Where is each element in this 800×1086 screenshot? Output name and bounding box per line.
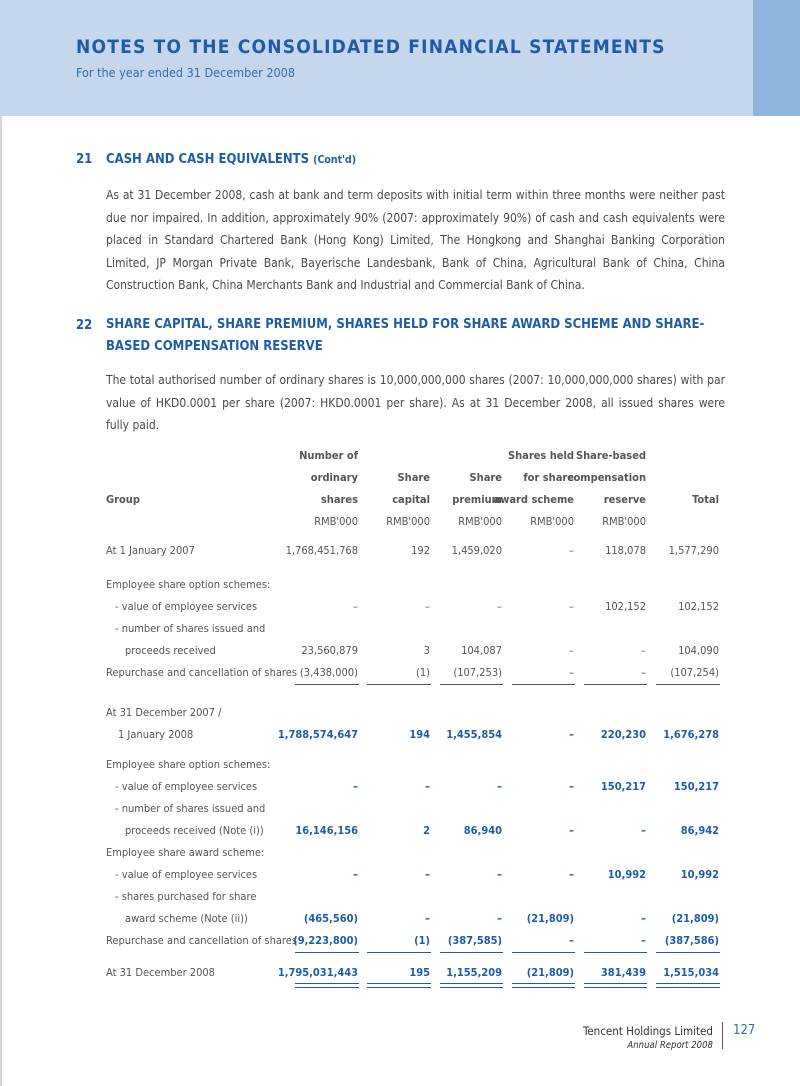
table-cell: –: [641, 912, 646, 925]
row-label: - number of shares issued and: [115, 802, 266, 815]
page-title: NOTES TO THE CONSOLIDATED FINANCIAL STATEMENTS: [76, 36, 666, 58]
rule-line: [367, 983, 431, 984]
table-cell: 10,992: [680, 868, 719, 881]
table-cell: 104,087: [461, 644, 502, 657]
unit-label: RMB'000: [530, 515, 574, 528]
column-header: capital: [392, 493, 430, 506]
table-cell: –: [497, 912, 502, 925]
table-cell: 86,942: [680, 824, 719, 837]
table-cell: (465,560): [303, 912, 358, 925]
table-cell: 10,992: [607, 868, 646, 881]
section-22-title: SHARE CAPITAL, SHARE PREMIUM, SHARES HELD FOR SHARE AWARD SCHEME AND SHARE-BASED COMPENSATION RESERVE: [106, 317, 705, 354]
column-header: Number of: [299, 449, 358, 462]
header-tab: [753, 0, 800, 116]
table-cell: 118,078: [605, 544, 646, 557]
table-cell: –: [569, 644, 574, 657]
row-label: - value of employee services: [115, 600, 258, 613]
section-21-title: [106, 149, 726, 171]
table-cell: (107,253): [453, 666, 502, 679]
table-cell: 1,455,854: [446, 728, 502, 741]
table-cell: –: [353, 780, 358, 793]
row-label: At 31 December 2007 /: [106, 706, 222, 719]
table-cell: –: [569, 544, 574, 557]
column-header: compensation: [567, 471, 646, 484]
table-cell: –: [569, 824, 574, 837]
row-label: Repurchase and cancellation of shares: [106, 666, 297, 679]
table-cell: 150,217: [673, 780, 719, 793]
rule-line: [367, 952, 431, 953]
row-label: Repurchase and cancellation of shares: [106, 934, 297, 947]
rule-line: [295, 952, 359, 953]
table-cell: 381,439: [600, 966, 646, 979]
column-header: reserve: [603, 493, 646, 506]
unit-label: RMB'000: [314, 515, 358, 528]
group-header: Group: [106, 493, 140, 506]
section-22-paragraph: The total authorised number of ordinary shares is 10,000,000,000 shares (2007: 10,000,000,000 shares) with par value of HKD0.0001 per share (2007: HKD0.0001 per share). As at 31 December 2008, all issued shares were fully paid.: [106, 373, 725, 432]
column-header: Shares held: [507, 449, 574, 462]
table-cell: 1,515,034: [663, 966, 719, 979]
column-header: Share: [469, 471, 502, 484]
table-cell: 220,230: [600, 728, 646, 741]
table-cell: 104,090: [678, 644, 719, 657]
table-cell: (9,223,800): [293, 934, 358, 947]
table-cell: –: [353, 600, 358, 613]
row-label: At 31 December 2008: [106, 966, 215, 979]
section-21-title-text: CASH AND CASH EQUIVALENTS: [106, 152, 310, 167]
table-cell: –: [425, 912, 430, 925]
column-header: premium: [452, 493, 502, 506]
row-label: proceeds received (Note (i)): [125, 824, 264, 837]
table-cell: –: [497, 600, 502, 613]
rule-line: [440, 952, 503, 953]
table-cell: (3,438,000): [299, 666, 358, 679]
table-cell: 1,676,278: [663, 728, 719, 741]
table-cell: 1,788,574,647: [277, 728, 358, 741]
rule-line: [584, 987, 647, 988]
table-cell: (1): [414, 934, 430, 947]
row-label: - value of employee services: [115, 780, 258, 793]
row-label: At 1 January 2007: [106, 544, 195, 557]
page-number: 127: [733, 1023, 756, 1038]
rule-line: [512, 684, 575, 685]
section-22-number: 22: [76, 318, 93, 333]
table-cell: 194: [409, 728, 430, 741]
table-cell: –: [353, 868, 358, 881]
rule-line: [512, 983, 575, 984]
table-cell: –: [641, 644, 646, 657]
table-cell: –: [569, 728, 574, 741]
table-cell: 1,577,290: [668, 544, 719, 557]
table-cell: 192: [411, 544, 430, 557]
table-cell: –: [569, 780, 574, 793]
table-cell: (21,809): [671, 912, 719, 925]
table-cell: –: [641, 666, 646, 679]
row-label: award scheme (Note (ii)): [125, 912, 248, 925]
table-cell: –: [425, 780, 430, 793]
table-cell: –: [497, 868, 502, 881]
table-cell: 1,795,031,443: [277, 966, 358, 979]
table-cell: –: [569, 600, 574, 613]
row-label: Employee share option schemes:: [106, 578, 271, 591]
rule-line: [656, 952, 720, 953]
row-label: - value of employee services: [115, 868, 258, 881]
row-label: 1 January 2008: [118, 728, 194, 741]
table-cell: –: [569, 868, 574, 881]
rule-line: [512, 952, 575, 953]
column-header: ordinary: [310, 471, 358, 484]
table-cell: (1): [415, 666, 430, 679]
section-21-paragraph: As at 31 December 2008, cash at bank and term deposits with initial term within three months were neither past due nor impaired. In addition, approximately 90% (2007: approximately 90%) of cash and cash equivalents were placed in Standard Chartered Bank (Hong Kong) Limited, The Hongkong and Shanghai Banking Corporation Limited, JP Morgan Private Bank, Bayerische Landesbank, Bank of China, Agricultural Bank of China, China Construction Bank, China Merchants Bank and Industrial and Commercial Bank of China.: [106, 188, 725, 292]
footer-divider: [722, 1022, 723, 1049]
column-header: for share: [523, 471, 574, 484]
row-label: proceeds received: [125, 644, 216, 657]
table-cell: –: [569, 666, 574, 679]
rule-line: [440, 684, 503, 685]
column-header: award scheme: [493, 493, 574, 506]
rule-line: [656, 684, 720, 685]
row-label: Employee share option schemes:: [106, 758, 271, 771]
table-cell: 16,146,156: [295, 824, 358, 837]
table-cell: –: [425, 600, 430, 613]
rule-line: [295, 684, 359, 685]
rule-line: [656, 983, 720, 984]
rule-line: [367, 987, 431, 988]
table-cell: –: [425, 868, 430, 881]
footer-report: Annual Report 2008: [627, 1040, 713, 1051]
column-header: Share-based: [575, 449, 646, 462]
rule-line: [440, 983, 503, 984]
rule-line: [656, 987, 720, 988]
table-cell: 1,459,020: [451, 544, 502, 557]
column-header: Total: [692, 493, 719, 506]
rule-line: [440, 987, 503, 988]
rule-line: [512, 987, 575, 988]
column-header: shares: [320, 493, 358, 506]
table-cell: (21,809): [526, 966, 574, 979]
table-cell: –: [497, 780, 502, 793]
table-cell: 102,152: [678, 600, 719, 613]
left-margin-rule: [0, 116, 2, 1086]
table-cell: 102,152: [605, 600, 646, 613]
rule-line: [295, 983, 359, 984]
table-cell: 86,940: [463, 824, 502, 837]
table-cell: 195: [409, 966, 430, 979]
table-cell: –: [641, 824, 646, 837]
table-cell: 1,768,451,768: [285, 544, 358, 557]
column-header: Share: [397, 471, 430, 484]
section-21-suffix: (Cont'd): [313, 154, 357, 166]
table-cell: 3: [423, 644, 430, 657]
table-cell: 23,560,879: [301, 644, 358, 657]
rule-line: [295, 987, 359, 988]
table-cell: (387,585): [447, 934, 502, 947]
table-cell: –: [641, 934, 646, 947]
table-cell: (21,809): [526, 912, 574, 925]
table-cell: (107,254): [670, 666, 719, 679]
table-cell: 1,155,209: [446, 966, 502, 979]
table-cell: –: [569, 934, 574, 947]
header-band: [0, 0, 800, 116]
row-label: - shares purchased for share: [115, 890, 257, 903]
unit-label: RMB'000: [386, 515, 430, 528]
table-cell: (387,586): [664, 934, 719, 947]
section-21-number: 21: [76, 152, 93, 167]
rule-line: [367, 684, 431, 685]
rule-line: [584, 684, 647, 685]
footer-company: Tencent Holdings Limited: [582, 1024, 713, 1038]
rule-line: [584, 983, 647, 984]
row-label: - number of shares issued and: [115, 622, 266, 635]
table-cell: 2: [423, 824, 430, 837]
row-label: Employee share award scheme:: [106, 846, 265, 859]
unit-label: RMB'000: [458, 515, 502, 528]
unit-label: RMB'000: [602, 515, 646, 528]
table-cell: 150,217: [600, 780, 646, 793]
page-subtitle: For the year ended 31 December 2008: [76, 65, 295, 80]
rule-line: [584, 952, 647, 953]
